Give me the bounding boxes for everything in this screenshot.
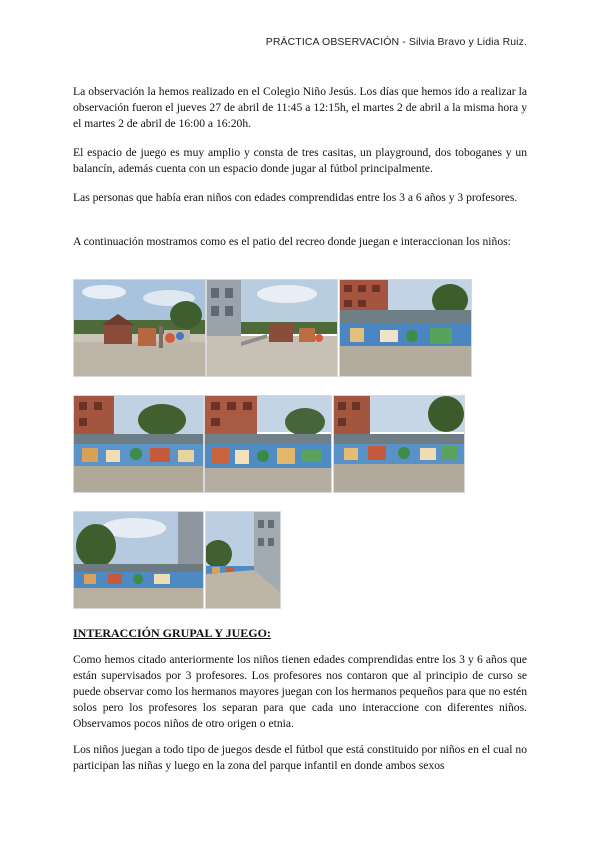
- paragraph-play-space: [73, 145, 527, 177]
- mural-photo-1: [339, 279, 472, 377]
- playground-photo-1: [73, 279, 206, 377]
- mural-photo-2: [73, 395, 204, 493]
- paragraph-text: Como hemos citado anteriormente los niños tienen edades comprendidas entre los 3 y 6 años que están supervisados por 3 profesores. Los profesores nos contaron que al principio de curso se puede observar como los hermanos mayores juegan con los hermanos pequeños para que no estén solos pero los profesores los separan para que cada uno interaccione con diferentes niños. Observamos pocos niños de otro origen o etnia.: [73, 653, 527, 730]
- paragraph-intro-photos: [73, 234, 527, 250]
- paragraph-group-interaction: [73, 652, 527, 732]
- paragraph-games: [73, 742, 527, 774]
- paragraph-text: La observación la hemos realizado en el Colegio Niño Jesús. Los días que hemos ido a realizar la observación fueron el jueves 27 de abril de 11:45 a 12:15h, el martes 2 de abril a la misma hora y el martes 2 de abril de 16:00 a 16:20h.: [73, 85, 527, 130]
- paragraph-people: [73, 190, 527, 206]
- section-title: INTERACCIÓN GRUPAL Y JUEGO:: [73, 626, 271, 640]
- paragraph-observation-dates: [73, 84, 527, 132]
- paragraph-text: Las personas que había eran niños con edades comprendidas entre los 3 a 6 años y 3 profesores.: [73, 191, 518, 204]
- mural-photo-5: [73, 511, 204, 609]
- playground-photo-2: [206, 279, 338, 377]
- paragraph-text: Los niños juegan a todo tipo de juegos desde el fútbol que está constituido por niños en el cual no participan las niñas y luego en la zona del parque infantil en donde ambos sexos: [73, 743, 527, 772]
- paragraph-text: A continuación mostramos como es el patio del recreo donde juegan e interaccionan los niños:: [73, 235, 511, 248]
- yard-photo-6: [205, 511, 281, 609]
- paragraph-text: El espacio de juego es muy amplio y consta de tres casitas, un playground, dos toboganes y un balancín, además cuenta con un espacio donde jugar al fútbol principalmente.: [73, 146, 527, 175]
- mural-photo-3: [204, 395, 332, 493]
- page-header: PRÁCTICA OBSERVACIÓN - Silvia Bravo y Lidia Ruiz.: [265, 36, 527, 48]
- mural-photo-4: [333, 395, 465, 493]
